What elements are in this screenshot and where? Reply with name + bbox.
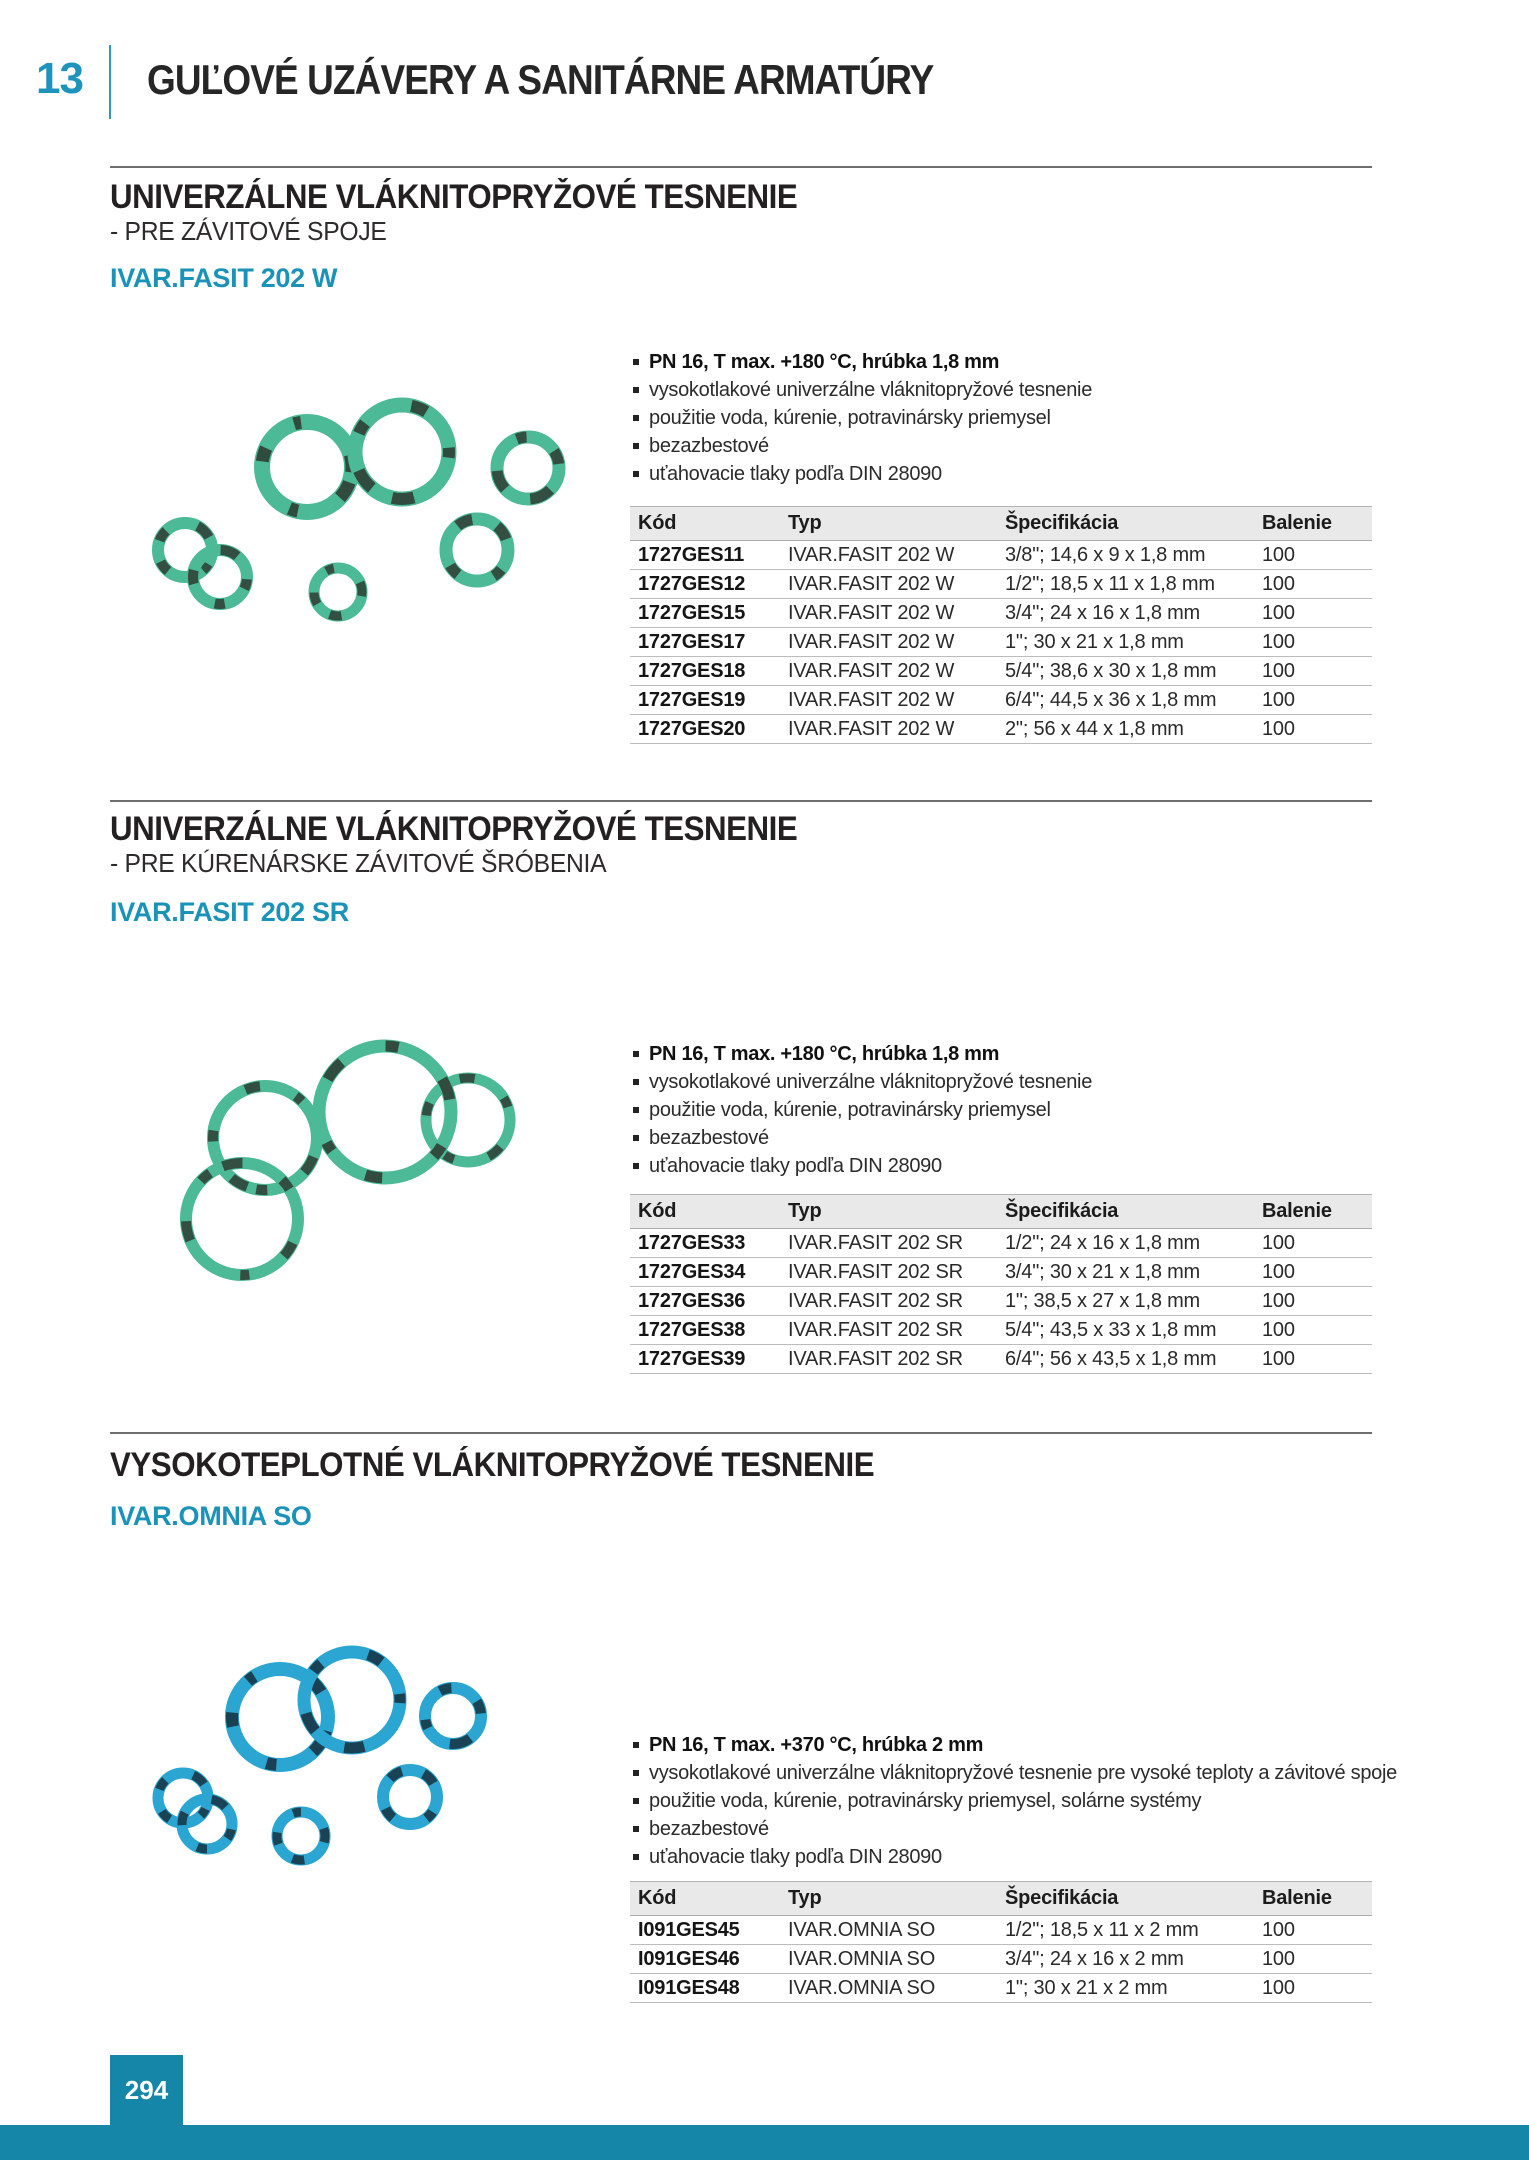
table-cell: 1727GES19	[630, 686, 788, 715]
chapter-divider	[109, 45, 111, 119]
table-cell: 1727GES33	[630, 1229, 788, 1258]
table-header-row	[630, 507, 1372, 541]
column-header-kod: Kód	[630, 1195, 788, 1229]
product-name: IVAR.OMNIA SO	[110, 1501, 312, 1531]
bullet-item: uťahovacie tlaky podľa DIN 28090	[632, 460, 1462, 488]
gasket-ring	[249, 409, 364, 524]
column-header-specifikacia: Špecifikácia	[1005, 1195, 1262, 1229]
table-row	[630, 1287, 1372, 1316]
product-name: IVAR.FASIT 202 SR	[110, 897, 349, 927]
table-cell: 100	[1262, 1258, 1372, 1287]
bullet-item: vysokotlakové univerzálne vláknitopryžové tesnenie	[632, 376, 1462, 404]
gasket-ring	[373, 1760, 447, 1834]
table-cell: IVAR.FASIT 202 SR	[788, 1316, 1005, 1345]
table-cell: 6/4"; 44,5 x 36 x 1,8 mm	[1005, 686, 1262, 715]
table-cell: IVAR.FASIT 202 SR	[788, 1229, 1005, 1258]
gasket-ring	[216, 1653, 344, 1781]
table-cell: 2"; 56 x 44 x 1,8 mm	[1005, 715, 1262, 744]
table-cell: IVAR.FASIT 202 W	[788, 599, 1005, 628]
section-subtitle: - PRE ZÁVITOVÉ SPOJE	[110, 216, 387, 246]
table-cell: 1727GES39	[630, 1345, 788, 1374]
gasket-ring	[270, 1805, 332, 1867]
bullet-item: PN 16, T max. +370 °C, hrúbka 2 mm	[632, 1731, 1462, 1759]
table-cell: 1"; 30 x 21 x 1,8 mm	[1005, 628, 1262, 657]
chapter-title: GUĽOVÉ UZÁVERY A SANITÁRNE ARMATÚRY	[147, 56, 934, 103]
column-header-typ: Typ	[788, 507, 1005, 541]
product-table	[630, 1881, 1372, 2003]
table-cell: 3/4"; 24 x 16 x 1,8 mm	[1005, 599, 1262, 628]
table-cell: 3/4"; 24 x 16 x 2 mm	[1005, 1945, 1262, 1974]
gasket-rings-illustration	[150, 1630, 500, 1880]
table-cell: IVAR.FASIT 202 W	[788, 657, 1005, 686]
column-header-kod: Kód	[630, 507, 788, 541]
table-cell: 1727GES38	[630, 1316, 788, 1345]
column-header-balenie: Balenie	[1262, 1882, 1372, 1916]
table-row	[630, 1229, 1372, 1258]
gasket-ring	[417, 1680, 489, 1752]
table-header	[630, 507, 1372, 541]
table-cell: 1/2"; 18,5 x 11 x 1,8 mm	[1005, 570, 1262, 599]
gasket-rings-illustration	[170, 1025, 540, 1295]
table-cell: 100	[1262, 1316, 1372, 1345]
column-header-specifikacia: Špecifikácia	[1005, 1882, 1262, 1916]
bullet-item: uťahovacie tlaky podľa DIN 28090	[632, 1843, 1462, 1871]
gasket-ring	[433, 506, 520, 593]
table-row	[630, 541, 1372, 570]
table-cell: 100	[1262, 1945, 1372, 1974]
table-cell: I091GES46	[630, 1945, 788, 1974]
feature-list	[632, 1040, 1462, 1180]
section-rule	[110, 1432, 1372, 1434]
table-row	[630, 1345, 1372, 1374]
gasket-ring	[486, 426, 571, 511]
table-cell: IVAR.FASIT 202 W	[788, 628, 1005, 657]
gasket-ring	[170, 1147, 314, 1291]
table-cell: 100	[1262, 1916, 1372, 1945]
feature-list	[632, 348, 1462, 488]
table-row	[630, 1945, 1372, 1974]
section-rule	[110, 800, 1372, 802]
table-cell: 100	[1262, 599, 1372, 628]
table-row	[630, 1916, 1372, 1945]
column-header-specifikacia: Špecifikácia	[1005, 507, 1262, 541]
product-name: IVAR.FASIT 202 W	[110, 263, 338, 293]
table-cell: 1"; 38,5 x 27 x 1,8 mm	[1005, 1287, 1262, 1316]
table-cell: 100	[1262, 570, 1372, 599]
table-cell: 5/4"; 38,6 x 30 x 1,8 mm	[1005, 657, 1262, 686]
table-cell: 5/4"; 43,5 x 33 x 1,8 mm	[1005, 1316, 1262, 1345]
column-header-typ: Typ	[788, 1195, 1005, 1229]
product-photo-gaskets-green	[140, 355, 640, 665]
section-title: UNIVERZÁLNE VLÁKNITOPRYŽOVÉ TESNENIE	[110, 810, 798, 848]
product-table	[630, 506, 1372, 744]
gasket-ring	[336, 386, 468, 518]
column-header-balenie: Balenie	[1262, 1195, 1372, 1229]
table-cell: 1727GES18	[630, 657, 788, 686]
footer-bar	[0, 2125, 1529, 2160]
table-cell: I091GES48	[630, 1974, 788, 2003]
bullet-item: PN 16, T max. +180 °C, hrúbka 1,8 mm	[632, 1040, 1462, 1068]
feature-list	[632, 1731, 1462, 1871]
table-cell: 1727GES11	[630, 541, 788, 570]
table-row	[630, 1974, 1372, 2003]
table-cell: IVAR.FASIT 202 SR	[788, 1287, 1005, 1316]
table-cell: 1727GES17	[630, 628, 788, 657]
table-cell: IVAR.FASIT 202 W	[788, 570, 1005, 599]
table-cell: 100	[1262, 628, 1372, 657]
table-body	[630, 1916, 1372, 2003]
table-cell: 1727GES12	[630, 570, 788, 599]
table-cell: 100	[1262, 541, 1372, 570]
bullet-item: bezazbestové	[632, 432, 1462, 460]
table-cell: 100	[1262, 657, 1372, 686]
bullet-item: použitie voda, kúrenie, potravinársky priemysel	[632, 404, 1462, 432]
table-cell: I091GES45	[630, 1916, 788, 1945]
gasket-rings-illustration	[140, 355, 640, 665]
table-cell: 100	[1262, 1974, 1372, 2003]
bullet-item: vysokotlakové univerzálne vláknitopryžové tesnenie	[632, 1068, 1462, 1096]
gasket-ring	[198, 1071, 331, 1204]
table-cell: IVAR.FASIT 202 SR	[788, 1345, 1005, 1374]
table-header	[630, 1882, 1372, 1916]
table-cell: 1727GES20	[630, 715, 788, 744]
product-photo-gaskets-cyan	[150, 1630, 500, 1880]
section-rule	[110, 166, 1372, 168]
bullet-item: uťahovacie tlaky podľa DIN 28090	[632, 1152, 1462, 1180]
table-body	[630, 1229, 1372, 1374]
gasket-ring	[305, 559, 371, 625]
table-row	[630, 599, 1372, 628]
product-table	[630, 1194, 1372, 1374]
table-cell: 1727GES15	[630, 599, 788, 628]
column-header-kod: Kód	[630, 1882, 788, 1916]
table-cell: 100	[1262, 1345, 1372, 1374]
table-cell: 100	[1262, 686, 1372, 715]
table-cell: IVAR.OMNIA SO	[788, 1945, 1005, 1974]
table-row	[630, 686, 1372, 715]
table-cell: 3/4"; 30 x 21 x 1,8 mm	[1005, 1258, 1262, 1287]
table-cell: 100	[1262, 715, 1372, 744]
table-cell: IVAR.OMNIA SO	[788, 1916, 1005, 1945]
page-number: 294	[124, 2074, 169, 2105]
table-cell: 1/2"; 18,5 x 11 x 2 mm	[1005, 1916, 1262, 1945]
section-subtitle: - PRE KÚRENÁRSKE ZÁVITOVÉ ŠRÓBENIA	[110, 848, 607, 878]
table-cell: IVAR.FASIT 202 W	[788, 541, 1005, 570]
gasket-ring	[189, 546, 252, 609]
page-number-tab	[110, 2055, 183, 2125]
table-row	[630, 1258, 1372, 1287]
table-cell: IVAR.FASIT 202 W	[788, 715, 1005, 744]
section-title: VYSOKOTEPLOTNÉ VLÁKNITOPRYŽOVÉ TESNENIE	[110, 1446, 875, 1484]
table-header	[630, 1195, 1372, 1229]
table-cell: 100	[1262, 1229, 1372, 1258]
table-cell: 1727GES34	[630, 1258, 788, 1287]
chapter-number: 13	[36, 54, 83, 103]
table-cell: IVAR.FASIT 202 W	[788, 686, 1005, 715]
product-photo-gaskets-green	[170, 1025, 540, 1295]
gasket-ring	[284, 1632, 419, 1767]
table-cell: IVAR.FASIT 202 SR	[788, 1258, 1005, 1287]
bullet-item: bezazbestové	[632, 1815, 1462, 1843]
table-header-row	[630, 1195, 1372, 1229]
table-row	[630, 715, 1372, 744]
bullet-item: použitie voda, kúrenie, potravinársky priemysel, solárne systémy	[632, 1787, 1462, 1815]
column-header-balenie: Balenie	[1262, 507, 1372, 541]
table-row	[630, 570, 1372, 599]
bullet-item: použitie voda, kúrenie, potravinársky priemysel	[632, 1096, 1462, 1124]
table-cell: 1727GES36	[630, 1287, 788, 1316]
table-cell: 1"; 30 x 21 x 2 mm	[1005, 1974, 1262, 2003]
table-cell: 3/8"; 14,6 x 9 x 1,8 mm	[1005, 541, 1262, 570]
table-row	[630, 657, 1372, 686]
table-header-row	[630, 1882, 1372, 1916]
table-cell: 6/4"; 56 x 43,5 x 1,8 mm	[1005, 1345, 1262, 1374]
column-header-typ: Typ	[788, 1882, 1005, 1916]
table-row	[630, 1316, 1372, 1345]
section-title: UNIVERZÁLNE VLÁKNITOPRYŽOVÉ TESNENIE	[110, 178, 798, 216]
bullet-item: bezazbestové	[632, 1124, 1462, 1152]
table-cell: IVAR.OMNIA SO	[788, 1974, 1005, 2003]
table-body	[630, 541, 1372, 744]
bullet-item: PN 16, T max. +180 °C, hrúbka 1,8 mm	[632, 348, 1462, 376]
gasket-ring	[295, 1025, 475, 1202]
bullet-item: vysokotlakové univerzálne vláknitopryžové tesnenie pre vysoké teploty a závitové spoje	[632, 1759, 1462, 1787]
table-cell: 1/2"; 24 x 16 x 1,8 mm	[1005, 1229, 1262, 1258]
table-row	[630, 628, 1372, 657]
table-cell: 100	[1262, 1287, 1372, 1316]
